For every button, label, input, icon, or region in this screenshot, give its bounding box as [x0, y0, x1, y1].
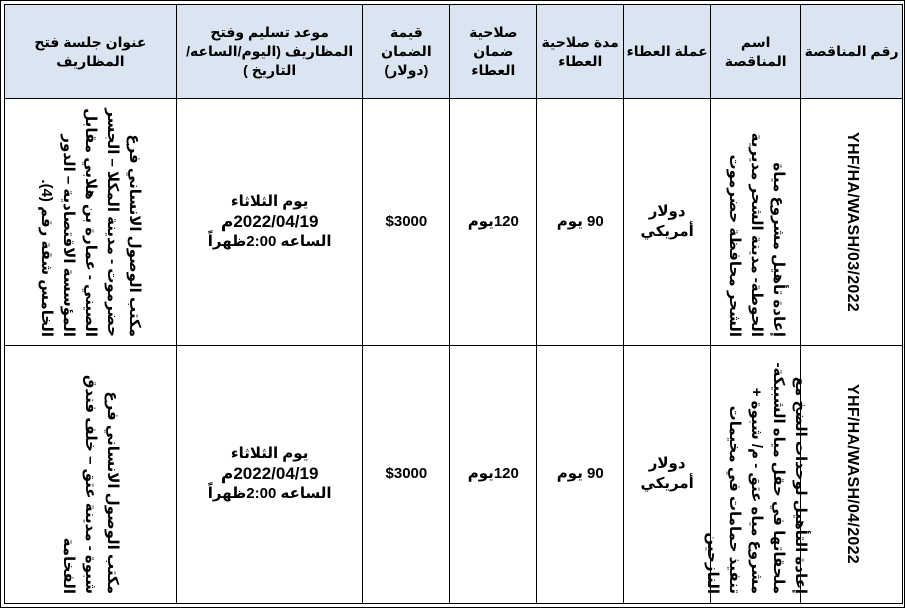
- tender-no-cell: [801, 99, 903, 345]
- validity-cell: 90 يوم: [537, 345, 624, 603]
- guarantee-validity-cell: 120يوم: [450, 345, 537, 603]
- header-currency: عملة العطاء: [624, 5, 711, 99]
- deadline-day: يوم الثلاثاء: [230, 192, 309, 210]
- guarantee-value-cell: $3000: [363, 99, 450, 345]
- guarantee-validity-cell: 120يوم: [450, 99, 537, 345]
- header-guarantee-value: قيمة الضمان (دولار): [363, 5, 450, 99]
- header-tender-name: اسم المناقصة: [711, 5, 801, 99]
- header-opening-address: عنوان جلسة فتح المظاريف: [5, 5, 177, 99]
- table-row: [5, 345, 903, 603]
- deadline-time: الساعه 2:00ظهراً: [207, 485, 332, 503]
- validity-cell: 90 يوم: [537, 99, 624, 345]
- guarantee-value-cell: $3000: [363, 345, 450, 603]
- header-row: [5, 5, 903, 99]
- tender-no: YHF/HA/WASH/03/2022: [843, 131, 861, 312]
- table-row: [5, 99, 903, 345]
- tender-no: YHF/HA/WASH/04/2022: [843, 384, 861, 565]
- deadline-date: 2022/04/19م: [220, 211, 319, 231]
- tender-name: إعادة تأهيل مشروع مياة الحوطة- مدينة الشحر مديرية الشحر محافظة حضرموت: [725, 132, 787, 337]
- deadline-day: يوم الثلاثاء: [230, 445, 309, 463]
- deadline-cell: [176, 99, 363, 345]
- currency-cell: دولار أمريكي: [624, 99, 711, 345]
- deadline-cell: [176, 345, 363, 603]
- opening-address: مكتب الوصول الانساني فرع حضرموت - مدينة المكلا – الجسر الصيني - عمارة بن هلابي مقابل المؤسسة الاقتصادية – الدور الخامس شقة رقم (4).: [38, 108, 144, 337]
- header-guarantee-validity: صلاحية ضمان العطاء: [450, 5, 537, 99]
- opening-address-cell: [5, 99, 177, 345]
- deadline-date: 2022/04/19م: [220, 464, 319, 484]
- tender-name-cell: [703, 345, 809, 603]
- header-tender-no: رقم المناقصة: [801, 5, 903, 99]
- tenders-table: [4, 4, 903, 604]
- opening-address-cell: [5, 345, 177, 603]
- tender-name-cell: [711, 99, 801, 345]
- opening-address: مكتب الوصول الانساني فرع شبوة - مدينة عتق – خلف فندق الفخامة: [60, 375, 122, 595]
- deadline-time: الساعه 2:00ظهراً: [207, 232, 332, 250]
- header-deadline: موعد تسليم وفتح المظاريف (اليوم/الساعه/التاريخ ): [176, 5, 363, 99]
- tender-name: إعادة التأهيل لوحدات الضخ مع ملحقاتها في حقل مياه الشبيكة- مشروع مياه عتق - م/ شبوة + تنفيذ حمامات في مخيمات النازحين: [703, 362, 809, 595]
- currency-cell: دولار أمريكي: [624, 345, 711, 603]
- header-validity: مدة صلاحية العطاء: [537, 5, 624, 99]
- tender-no-cell: [801, 345, 903, 603]
